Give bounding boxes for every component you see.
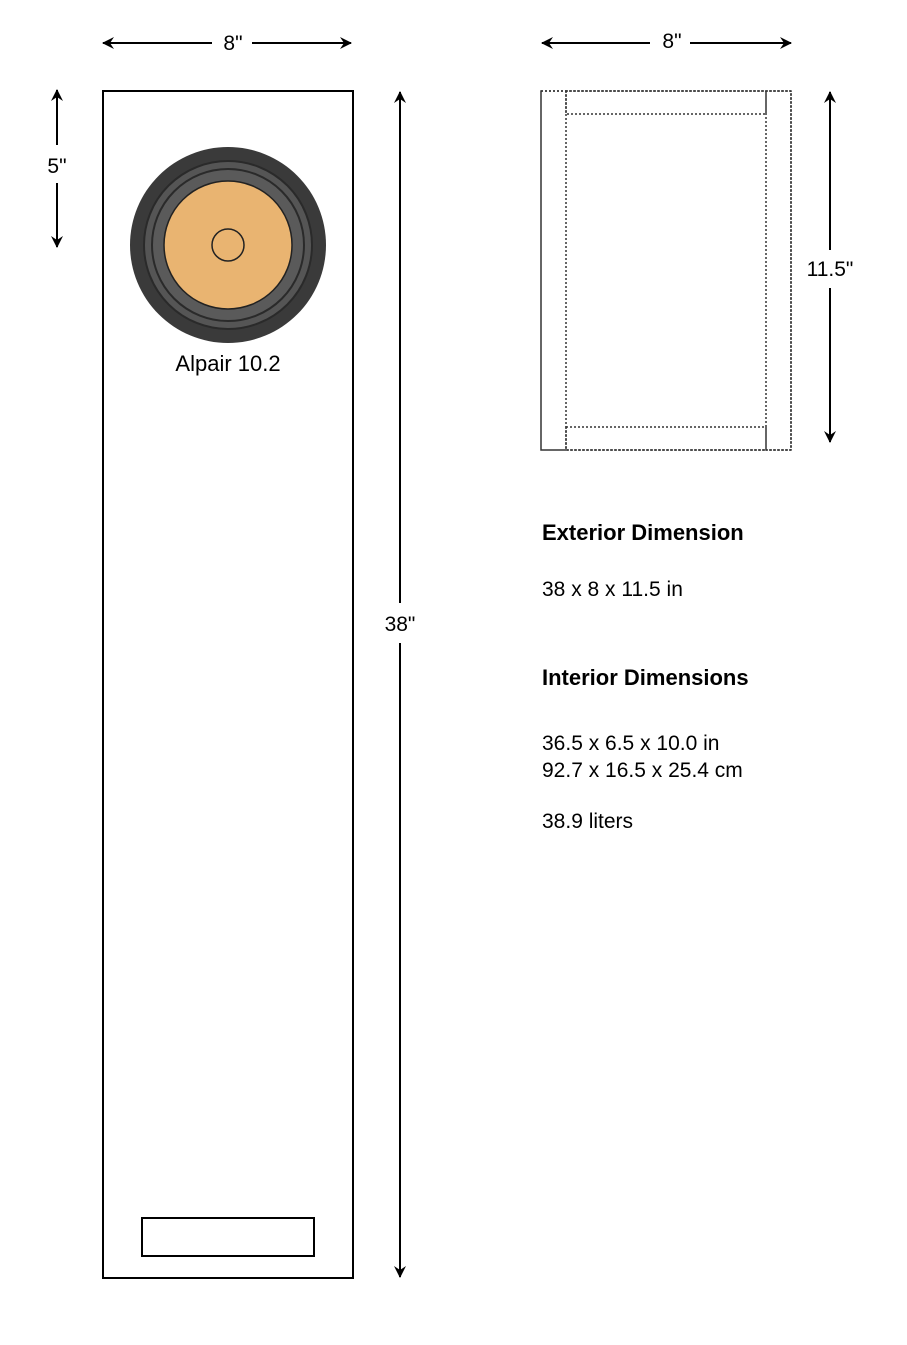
side-outer-wall (541, 91, 791, 450)
interior-heading: Interior Dimensions (542, 665, 749, 690)
exterior-value: 38 x 8 x 11.5 in (542, 578, 683, 601)
port-opening (142, 1218, 314, 1256)
side-width-label: 8" (662, 30, 682, 53)
interior-inches: 36.5 x 6.5 x 10.0 in (542, 732, 720, 755)
interior-volume: 38.9 liters (542, 810, 634, 833)
front-width-label: 8" (223, 32, 243, 55)
driver (130, 147, 326, 343)
driver-label: Alpair 10.2 (175, 351, 281, 376)
side-section (541, 91, 791, 450)
front-height-label: 38" (384, 613, 416, 636)
side-depth-label: 11.5" (806, 258, 854, 281)
driver-cone (164, 181, 292, 309)
interior-cm: 92.7 x 16.5 x 25.4 cm (542, 759, 743, 782)
driver-offset-label: 5" (47, 155, 67, 178)
exterior-heading: Exterior Dimension (542, 520, 744, 545)
